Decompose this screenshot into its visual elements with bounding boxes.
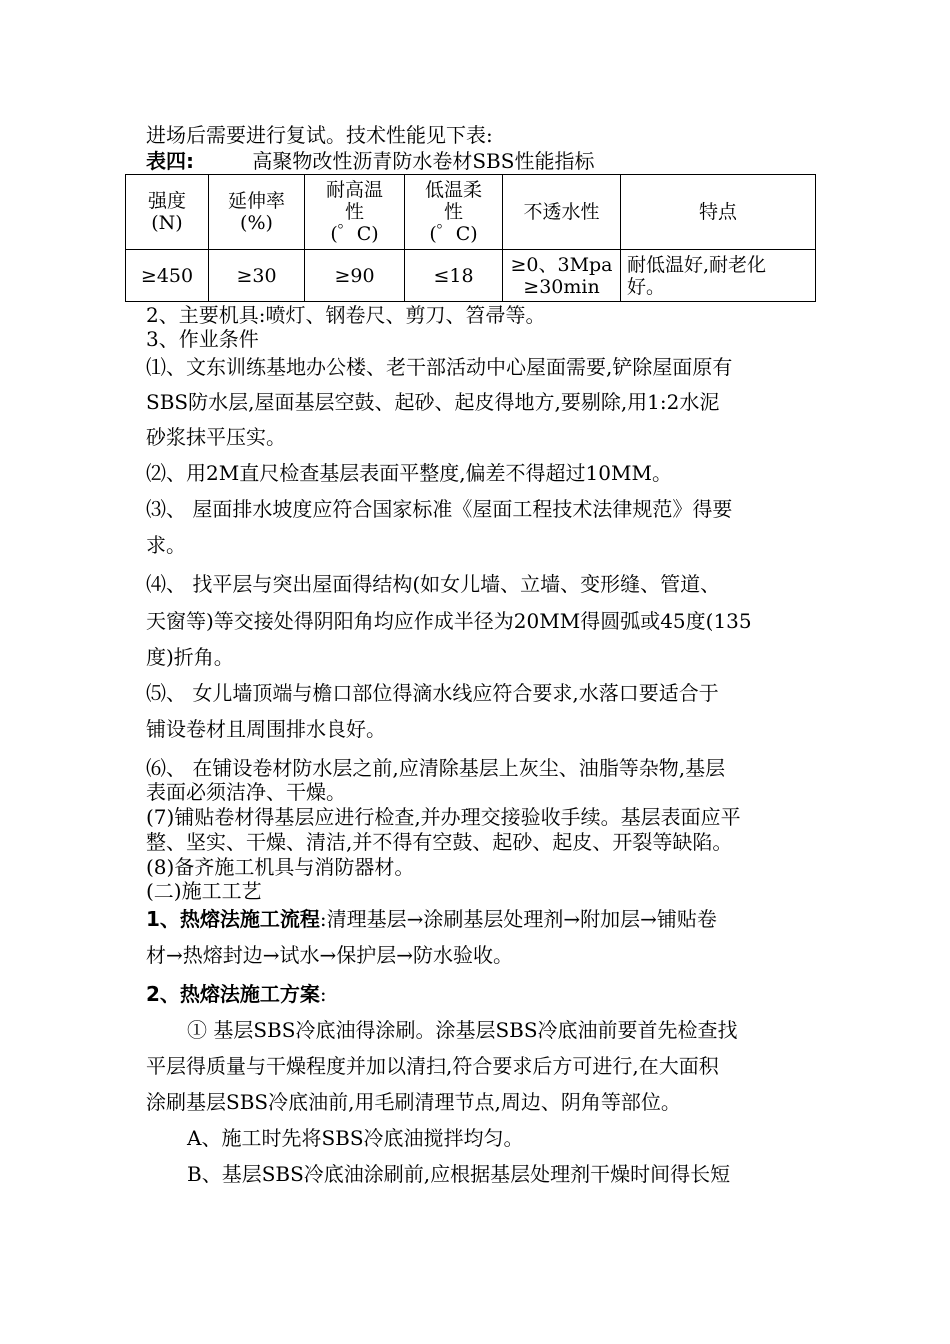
process-flow-line-2: 材→热熔封边→试水→保护层→防水验收。 xyxy=(146,943,514,967)
header-cell-elongation: 延伸率 (%) xyxy=(209,175,305,250)
cell-features: 耐低温好,耐老化 好。 xyxy=(621,250,816,302)
condition-2: ⑵、用2M直尺检查基层表面平整度,偏差不得超过10MM。 xyxy=(146,461,672,485)
construction-plan-heading: 2、热熔法施工方案 xyxy=(146,982,320,1006)
cell-strength: ≥450 xyxy=(126,250,209,302)
step-1-line-1: ① 基层SBS冷底油得涂刷。涂基层SBS冷底油前要首先检查找 xyxy=(187,1018,738,1042)
condition-1-line-2: SBS防水层,屋面基层空鼓、起砂、起皮得地方,要剔除,用1:2水泥 xyxy=(146,390,720,414)
intro-line: 进场后需要进行复试。技术性能见下表: xyxy=(146,123,493,147)
condition-4-line-3: 度)折角。 xyxy=(146,645,234,669)
condition-6-line-1: ⑹、 在铺设卷材防水层之前,应清除基层上灰尘、油脂等杂物,基层 xyxy=(146,756,726,780)
step-1-line-3: 涂刷基层SBS冷底油前,用毛刷清理节点,周边、阴角等部位。 xyxy=(146,1090,681,1114)
condition-4-line-2: 天窗等)等交接处得阴阳角均应作成半径为20MM得圆弧或45度(135 xyxy=(146,609,752,633)
cell-impermeability: ≥0、3Mpa ≥30min xyxy=(503,250,621,302)
condition-7-line-1: (7)铺贴卷材得基层应进行检查,并办理交接验收手续。基层表面应平 xyxy=(146,805,741,829)
cell-elongation: ≥30 xyxy=(209,250,305,302)
conditions-heading: 3、作业条件 xyxy=(146,327,259,351)
spec-table-header-row xyxy=(126,175,816,250)
construction-plan-line: 2、热熔法施工方案: xyxy=(146,982,327,1006)
spec-table-row xyxy=(126,250,816,302)
condition-7-line-2: 整、坚实、干燥、清洁,并不得有空鼓、起砂、起皮、开裂等缺陷。 xyxy=(146,830,733,854)
process-flow-heading: 1、热熔法施工流程 xyxy=(146,907,320,931)
condition-5-line-2: 铺设卷材且周围排水良好。 xyxy=(146,717,386,741)
header-cell-features: 特点 xyxy=(621,175,816,250)
header-cell-strength: 强度 (N) xyxy=(126,175,209,250)
cell-low-temp-flexibility: ≤18 xyxy=(405,250,503,302)
process-flow-line-1: 1、热熔法施工流程:清理基层→涂刷基层处理剂→附加层→铺贴卷 xyxy=(146,907,717,931)
spec-table xyxy=(125,174,816,302)
condition-3-line-1: ⑶、 屋面排水坡度应符合国家标准《屋面工程技术法律规范》得要 xyxy=(146,497,733,521)
tools-line: 2、主要机具:喷灯、钢卷尺、剪刀、笤帚等。 xyxy=(146,303,546,327)
table-caption-title: 高聚物改性沥青防水卷材SBS性能指标 xyxy=(252,149,595,173)
condition-8: (8)备齐施工机具与消防器材。 xyxy=(146,855,415,879)
header-cell-heat-resistance: 耐高温 性 (゜C) xyxy=(305,175,405,250)
cell-heat-resistance: ≥90 xyxy=(305,250,405,302)
condition-1-line-3: 砂浆抹平压实。 xyxy=(146,425,286,449)
header-cell-impermeability: 不透水性 xyxy=(503,175,621,250)
table-caption-label: 表四: xyxy=(146,149,194,173)
condition-1-line-1: ⑴、文东训练基地办公楼、老干部活动中心屋面需要,铲除屋面原有 xyxy=(146,355,733,379)
condition-6-line-2: 表面必须洁净、干燥。 xyxy=(146,780,346,804)
step-b: B、基层SBS冷底油涂刷前,应根据基层处理剂干燥时间得长短 xyxy=(187,1162,731,1186)
step-1-line-2: 平层得质量与干燥程度并加以清扫,符合要求后方可进行,在大面积 xyxy=(146,1054,719,1078)
section-2-heading: (二)施工工艺 xyxy=(146,879,262,903)
step-a: A、施工时先将SBS冷底油搅拌均匀。 xyxy=(187,1126,524,1150)
table-caption xyxy=(146,149,594,173)
header-cell-low-temp-flexibility: 低温柔 性 (゜C) xyxy=(405,175,503,250)
condition-5-line-1: ⑸、 女儿墙顶端与檐口部位得滴水线应符合要求,水落口要适合于 xyxy=(146,681,719,705)
condition-4-line-1: ⑷、 找平层与突出屋面得结构(如女儿墙、立墙、变形缝、管道、 xyxy=(146,572,721,596)
condition-3-line-2: 求。 xyxy=(146,533,186,557)
